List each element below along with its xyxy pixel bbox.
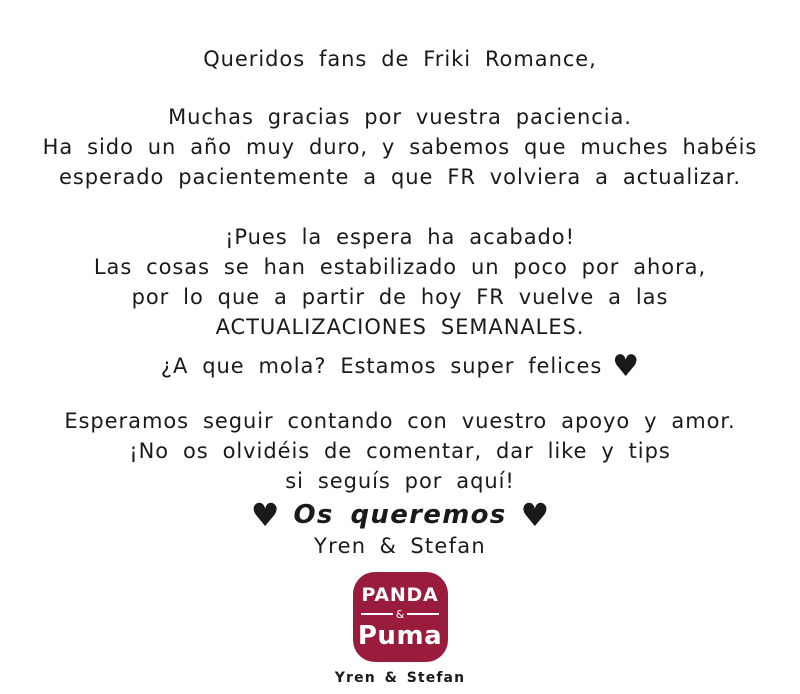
love-line [0, 498, 800, 532]
logo-divider [361, 608, 439, 620]
paragraph-news [0, 222, 800, 342]
logo-panda-text: PANDA [361, 584, 439, 606]
paragraph-news-line: ¡Pues la espera ha acabado! [225, 225, 575, 249]
logo-divider-bar [407, 613, 439, 615]
paragraph-thanks-line: Ha sido un año muy duro, y sabemos que muches habéis [42, 135, 758, 159]
logo-caption: Yren & Stefan [334, 670, 466, 686]
logo-badge [353, 572, 448, 662]
paragraph-support-line: Esperamos seguir contando con vuestro apoyo y amor. [64, 409, 736, 433]
heart-icon: ♥ [520, 496, 550, 534]
paragraph-thanks [0, 102, 800, 192]
heart-icon: ♥ [250, 496, 280, 534]
paragraph-news-line: Las cosas se han estabilizado un poco por ahora, [93, 255, 707, 279]
paragraph-news-line: por lo que a partir de hoy FR vuelve a las [131, 285, 669, 309]
heart-icon: ♥ [612, 349, 640, 384]
signature: Yren & Stefan [314, 534, 486, 558]
paragraph-support-line: ¡No os olvidéis de comentar, dar like y tips [129, 439, 671, 463]
greeting-line: Queridos fans de Friki Romance, [203, 47, 597, 71]
paragraph-news-line: ACTUALIZACIONES SEMANALES. [215, 315, 585, 339]
paragraph-thanks-line: Muchas gracias por vuestra paciencia. [168, 105, 632, 129]
paragraph-thanks-line: esperado pacientemente a que FR volviera a actualizar. [59, 165, 741, 189]
mola-line [0, 350, 800, 382]
panda-puma-logo [0, 572, 800, 686]
logo-ampersand: & [395, 607, 405, 621]
logo-divider-bar [361, 613, 393, 615]
love-text: Os queremos [293, 500, 507, 530]
logo-puma-text: Puma [357, 621, 443, 651]
paragraph-support [0, 406, 800, 496]
mola-text: ¿A que mola? Estamos super felices [160, 354, 603, 378]
paragraph-support-line: si seguís por aquí! [285, 469, 515, 493]
